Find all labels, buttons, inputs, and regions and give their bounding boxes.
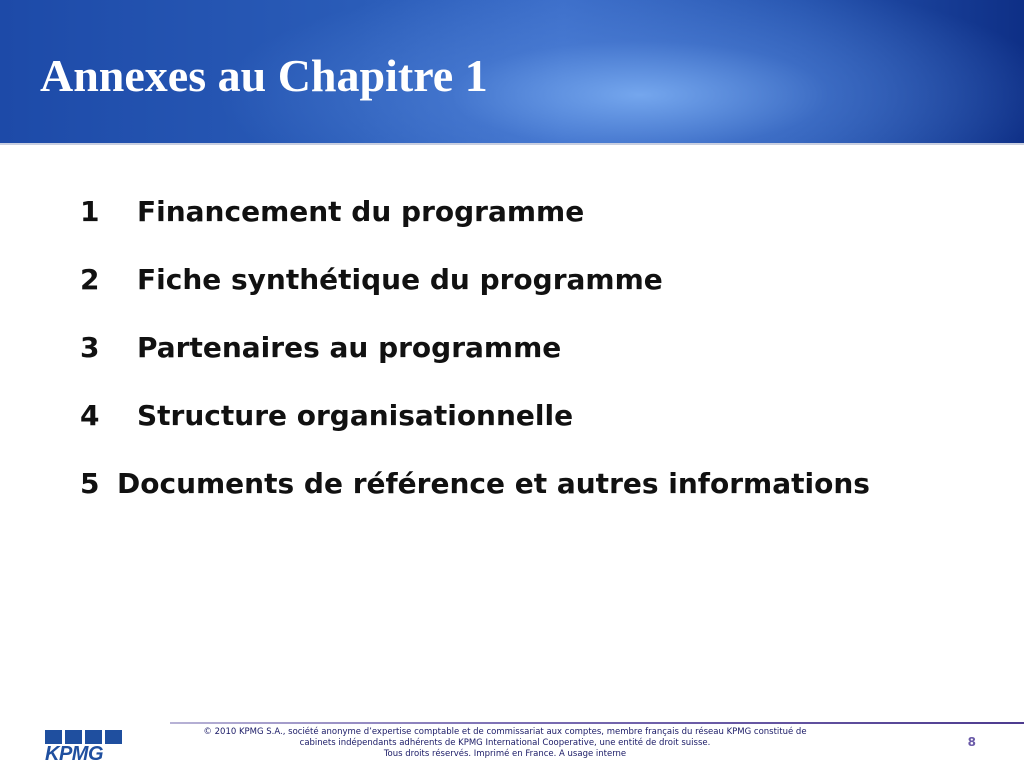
kpmg-logo-blocks: [45, 730, 122, 744]
logo-block: [45, 730, 62, 744]
toc-item-label: Financement du programme: [137, 195, 585, 228]
table-of-contents: [80, 195, 980, 535]
toc-item-3: [80, 331, 980, 399]
page-title: Annexes au Chapitre 1: [40, 50, 488, 101]
logo-block: [85, 730, 102, 744]
toc-item-4: [80, 399, 980, 467]
toc-item-5: [80, 467, 980, 535]
logo-block: [65, 730, 82, 744]
toc-item-label: Fiche synthétique du programme: [137, 263, 663, 296]
toc-item-number: 5: [80, 467, 100, 500]
toc-item-2: [80, 263, 980, 331]
logo-block: [105, 730, 122, 744]
legal-line-3: Tous droits réservés. Imprimé en France. A usage interne: [383, 749, 627, 759]
toc-item-1: [80, 195, 980, 263]
toc-item-label: Structure organisationnelle: [137, 399, 574, 432]
page-number: 8: [967, 735, 976, 749]
kpmg-logo-text: KPMG: [45, 743, 103, 765]
toc-item-number: 1: [80, 195, 100, 228]
legal-line-1: © 2010 KPMG S.A., société anonyme d’expertise comptable et de commissariat aux comptes, membre français du réseau KPMG constitué de: [203, 727, 807, 737]
slide-header: [0, 0, 1024, 145]
toc-item-label: Documents de référence et autres informations: [117, 467, 870, 500]
toc-item-label: Partenaires au programme: [137, 331, 562, 364]
footer-divider: [170, 722, 1024, 724]
toc-item-number: 4: [80, 399, 100, 432]
legal-notice: [170, 727, 840, 760]
kpmg-logo: [45, 730, 121, 764]
toc-item-number: 3: [80, 331, 100, 364]
toc-item-number: 2: [80, 263, 100, 296]
legal-line-2: cabinets indépendants adhérents de KPMG International Cooperative, une entité de droit suisse.: [299, 738, 711, 748]
